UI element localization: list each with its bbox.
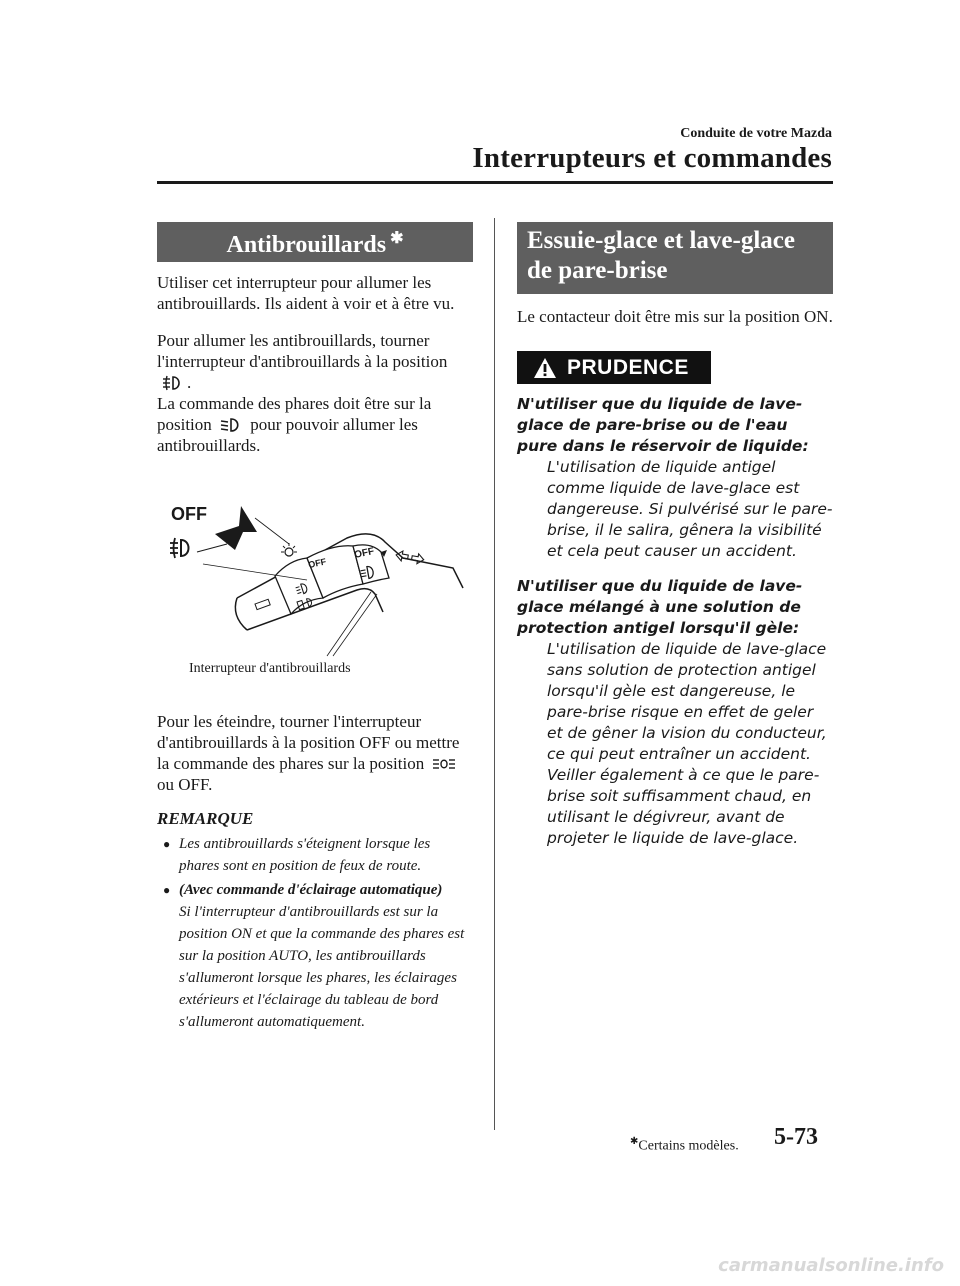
bullet-icon: ● <box>163 883 171 897</box>
section-heading-text: Antibrouillards <box>226 232 387 258</box>
fog-light-icon <box>161 375 183 391</box>
optional-star-icon: ✱ <box>630 1136 639 1147</box>
list-item: ● (Avec commande d'éclairage automatique) Si l'interrupteur d'antibrouillards est sur la position ON et que la commande des phares est sur la position AUTO, les antibrouillards s'allumeront lorsque les phares, les éclairages extérieurs et l'éclairage du tableau de bord s'allumeront automatiquement. <box>157 879 473 1033</box>
section-heading-wipers: Essuie-glace et lave-glace de pare-brise <box>517 222 833 294</box>
optional-star-icon: ✱ <box>390 230 404 247</box>
page-number: 5-73 <box>774 1124 818 1150</box>
fog-switch-figure <box>157 480 473 685</box>
right-column <box>517 222 833 849</box>
fog-switch-illustration <box>157 480 473 685</box>
left-column <box>157 222 473 1035</box>
ring-fog-off-label: OFF <box>353 546 376 561</box>
footer-note: ✱Certains modèles. <box>630 1136 739 1154</box>
header-rule <box>157 181 833 184</box>
paragraph-turn-on: Pour allumer les antibrouillards, tourner l'interrupteur d'antibrouillards à la position . <box>157 331 448 392</box>
caution-label: PRUDENCE <box>567 355 689 379</box>
note-title: REMARQUE <box>157 809 254 828</box>
caution-badge <box>517 351 711 384</box>
paragraph-headlight-position: La commande des phares doit être sur la position pour pouvoir allumer les antibrouillards. <box>157 394 432 455</box>
fog-light-icon <box>170 538 189 558</box>
figure-caption: Interrupteur d'antibrouillards <box>189 661 351 676</box>
paragraph-intro: Utiliser cet interrupteur pour allumer les antibrouillards. Ils aident à voir et à être vu. <box>157 273 455 313</box>
warning-2-body-continued: Veiller également à ce que le pare-brise soit suffisamment chaud, en utilisant le dégivreur, avant de projeter le liquide de lave-glace. <box>547 766 820 847</box>
watermark: carmanualsonline.info <box>718 1255 944 1276</box>
warning-2-lead: N'utiliser que du liquide de lave-glace mélangé à une solution de protection antigel lorsqu'il gèle: <box>517 577 803 637</box>
paragraph-turn-off: Pour les éteindre, tourner l'interrupteur d'antibrouillards à la position OFF ou mettre la commande des phares sur la position ou OFF. <box>157 712 460 794</box>
section-heading-fog-lights <box>157 222 473 262</box>
high-beam-icon <box>432 756 456 772</box>
note-list <box>157 833 473 1033</box>
header-kicker: Conduite de votre Mazda <box>680 126 832 141</box>
low-beam-icon <box>220 417 242 433</box>
ring-off-label: OFF <box>307 556 328 570</box>
off-label: OFF <box>171 504 207 524</box>
warning-1-body: L'utilisation de liquide antigel comme liquide de lave-glace est dangereuse. Si pulvérisé sur le pare-brise, il le salira, gênera la visibilité et cela peut causer un accident. <box>547 458 833 560</box>
warning-2-body: L'utilisation de liquide de lave-glace sans solution de protection antigel lorsqu'il gèle est dangereuse, le pare-brise risque en effet de geler et de gêner la vision du conducteur, ce qui peut entraîner un accident. <box>547 640 827 763</box>
header-title: Interrupteurs et commandes <box>472 142 832 174</box>
warning-triangle-icon <box>533 357 557 379</box>
turn-signal-icon <box>395 550 424 565</box>
list-item: ● Les antibrouillards s'éteignent lorsque les phares sont en position de feux de route. <box>157 833 473 877</box>
parking-light-icon <box>281 543 297 556</box>
column-divider <box>494 218 495 1130</box>
bullet-icon: ● <box>163 837 171 851</box>
warning-1-lead: N'utiliser que du liquide de lave-glace de pare-brise ou de l'eau pure dans le réservoir de liquide: <box>517 395 809 455</box>
paragraph-ignition: Le contacteur doit être mis sur la position ON. <box>517 307 833 326</box>
